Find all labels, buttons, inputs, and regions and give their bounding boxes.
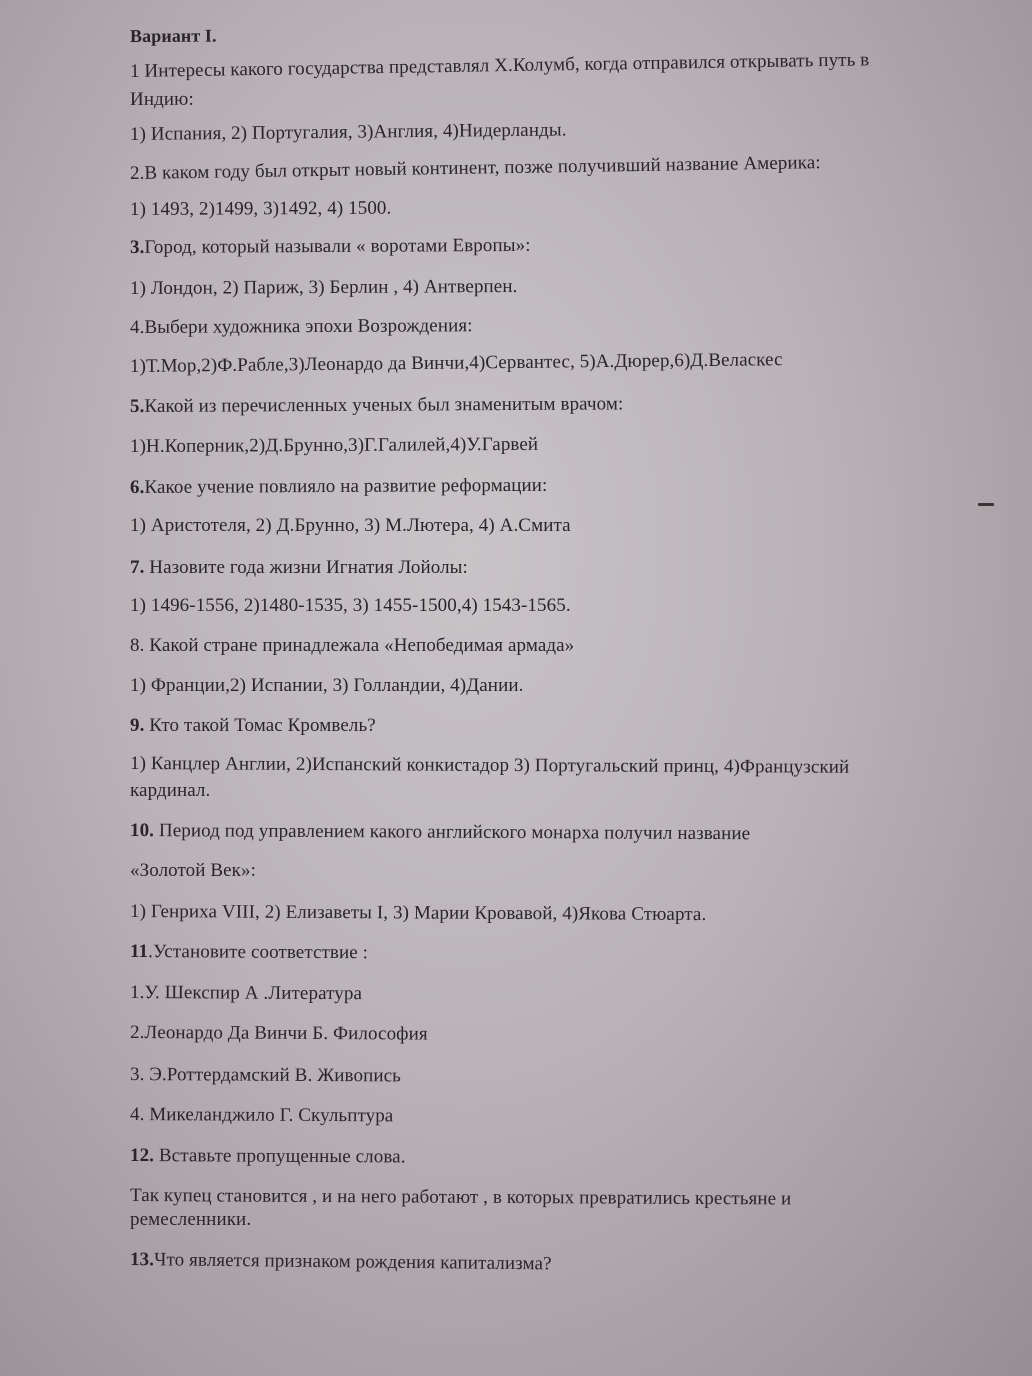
question-7 [130,556,468,580]
question-10-number: 10. [129,820,155,842]
question-11-pair: 4. Микеланджило Г. Скульптура [129,1104,394,1127]
question-6-text: Какое учение повлияло на развитие реформации: [144,474,548,498]
question-2 [130,151,821,186]
question-10-answers: 1) Генриха VIII, 2) Елизаветы I, 3) Марии Кровавой, 4)Якова Стюарта. [129,901,707,926]
question-10-text: Период под управлением какого английского монарха получил название [154,820,751,845]
question-12-body-cont: ремесленники. [130,1209,252,1230]
question-12-number: 12. [129,1145,155,1167]
question-9-text: Кто такой Томас Кромвель? [144,715,376,736]
question-5 [130,392,623,419]
question-6 [130,474,548,500]
question-7-answers: 1) 1496-1556, 2)1480-1535, 3) 1455-1500,4) 1543-1565. [130,595,571,616]
question-4-number: 4. [129,316,145,338]
question-8-number: 8. [130,635,145,656]
question-6-answers: 1) Аристотеля, 2) Д.Брунно, 3) М.Лютера, 4) А.Смита [130,515,571,536]
question-11-pair: 1.У. Шекспир А .Литература [129,982,363,1005]
question-2-number: 2. [129,162,145,184]
question-8-text: Какой стране принадлежала «Непобедимая армада» [144,635,575,656]
question-1-text-cont: Индию: [129,88,194,110]
question-3-number: 3. [129,236,145,258]
question-12 [130,1144,406,1169]
question-13-number: 13. [129,1249,155,1271]
question-12-text: Вставьте пропущенные слова. [154,1145,406,1168]
question-5-number: 5. [129,395,145,417]
question-9 [130,714,376,738]
question-10-text-cont: «Золотой Век»: [130,860,256,881]
question-3-text: Город, который называли « воротами Европы»: [144,234,531,258]
question-5-answers: 1)Н.Коперник,2)Д.Брунно,3)Г.Галилей,4)У.Гарвей [129,433,539,457]
question-11-pair: 2.Леонардо Да Винчи Б. Философия [129,1022,428,1045]
question-12-body: Так купец становится , и на него работают , в которых превратились крестьяне и [129,1185,792,1210]
question-11-text: .Установите соответствие : [148,941,369,964]
question-11 [130,940,368,965]
question-9-answers: 1) Канцлер Англии, 2)Испанский конкистадор 3) Португальский принц, 4)Французский [129,753,850,778]
question-6-number: 6. [129,476,145,498]
question-13-text: Что является признаком рождения капитализма? [153,1249,552,1275]
question-4-answers: 1)Т.Мор,2)Ф.Рабле,3)Леонардо да Винчи,4)Сервантес, 5)А.Дюрер,6)Д.Веласкес [129,349,783,377]
question-1 [130,48,870,84]
margin-dash-mark [978,503,994,506]
question-1-text: Интересы какого государства представлял Х.Колумб, когда отправился открывать путь в [144,49,870,82]
question-3 [130,234,531,260]
question-13 [130,1248,552,1276]
page-title: Вариант I. [129,25,217,46]
question-8 [130,634,574,658]
question-5-text: Какой из перечисленных ученых был знаменитым врачом: [144,393,624,417]
question-2-answers: 1) 1493, 2)1499, 3)1492, 4) 1500. [129,197,392,220]
question-4-text: Выбери художника эпохи Возрождения: [144,315,473,338]
question-7-text: Назовите года жизни Игнатия Лойолы: [144,557,468,578]
question-10 [130,819,750,846]
question-1-number: 1 [129,60,140,82]
question-4 [130,314,473,340]
question-9-number: 9. [130,715,145,736]
question-7-number: 7. [130,557,145,578]
question-9-answers-cont: кардинал. [130,780,211,801]
question-1-answers: 1) Испания, 2) Португалия, 3)Англия, 4)Нидерланды. [129,119,567,145]
question-3-answers: 1) Лондон, 2) Париж, 3) Берлин , 4) Антверпен. [129,275,518,299]
question-11-number: 11 [129,941,149,963]
question-11-pair: 3. Э.Роттердамский В. Живопись [129,1064,402,1087]
question-2-text: В каком году был открыт новый континент, позже получивший название Америка: [144,152,821,184]
question-8-answers: 1) Франции,2) Испании, 3) Голландии, 4)Дании. [130,675,524,696]
